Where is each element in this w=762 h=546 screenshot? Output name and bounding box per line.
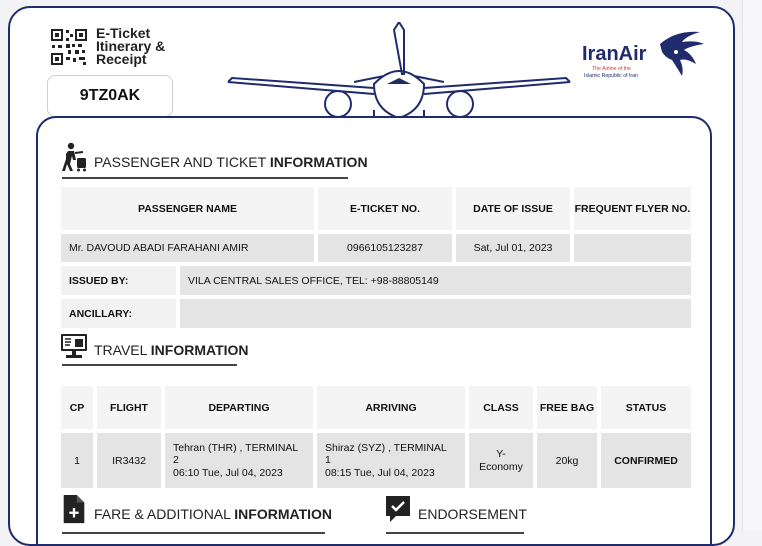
qr-code-icon: [50, 28, 88, 66]
header-free-bag: FREE BAG: [537, 386, 597, 429]
logo-tagline-2: Islamic Republic of Iran: [584, 73, 638, 79]
fare-section-title: FARE & ADDITIONAL INFORMATION: [94, 506, 333, 522]
title-line-2: Itinerary &: [96, 38, 166, 54]
travel-section-title: TRAVEL INFORMATION: [94, 342, 249, 358]
fare-section-underline: [62, 532, 325, 534]
passenger-section-title: PASSENGER AND TICKET INFORMATION: [94, 154, 368, 170]
passenger-name-value: Mr. DAVOUD ABADI FARAHANI AMIR: [61, 234, 314, 262]
title-line-3: Receipt: [96, 51, 147, 67]
header-flight: FLIGHT: [97, 386, 161, 429]
traveler-icon: [60, 142, 88, 172]
header-eticket-no: E-TICKET NO.: [318, 187, 452, 230]
endorsement-section-underline: [386, 532, 524, 534]
travel-section-header: [60, 330, 249, 360]
issued-by-value: VILA CENTRAL SALES OFFICE, TEL: +98-88805149: [180, 266, 691, 295]
issued-by-label: ISSUED BY:: [61, 266, 176, 295]
pnr-code: 9TZ0AK: [47, 75, 173, 117]
class-value: Y- Economy: [469, 433, 533, 488]
header-cp: CP: [61, 386, 93, 429]
header-frequent-flyer: FREQUENT FLYER NO.: [574, 187, 691, 230]
passenger-section-header: [60, 142, 368, 172]
scrollbar-track[interactable]: [742, 0, 762, 531]
monitor-icon: [60, 330, 88, 360]
flight-number-value: IR3432: [97, 433, 161, 488]
eticket-no-value: 0966105123287: [318, 234, 452, 262]
date-of-issue-value: Sat, Jul 01, 2023: [456, 234, 570, 262]
ticket-page: [8, 6, 735, 546]
ticket-title: [96, 27, 165, 66]
checkmark-chat-icon: [384, 494, 412, 524]
logo-brand-text: IranAir: [582, 43, 647, 65]
header-date-of-issue: DATE OF ISSUE: [456, 187, 570, 230]
document-add-icon: [60, 494, 88, 524]
title-line-1: E-Ticket: [96, 25, 151, 41]
header-arriving: ARRIVING: [317, 386, 465, 429]
header-class: CLASS: [469, 386, 533, 429]
passenger-section-underline: [62, 177, 348, 179]
free-bag-value: 20kg: [537, 433, 597, 488]
endorsement-section-title: ENDORSEMENT: [418, 506, 527, 522]
frequent-flyer-value: [574, 234, 691, 262]
header-passenger-name: PASSENGER NAME: [61, 187, 314, 230]
fare-section-header: [60, 494, 332, 524]
travel-section-underline: [62, 364, 237, 366]
status-value: CONFIRMED: [601, 433, 691, 488]
ancillary-value: [180, 299, 691, 328]
ticket-content-panel: [36, 116, 712, 546]
header-departing: DEPARTING: [165, 386, 313, 429]
logo-tagline-1: The Airline of the: [592, 66, 631, 72]
header-status: STATUS: [601, 386, 691, 429]
iranair-logo: [582, 28, 707, 86]
ancillary-label: ANCILLARY:: [61, 299, 176, 328]
flight-cp-value: 1: [61, 433, 93, 488]
arriving-value: Shiraz (SYZ) , TERMINAL 1 08:15 Tue, Jul 04, 2023: [317, 433, 465, 488]
endorsement-section-header: [384, 494, 527, 524]
departing-value: Tehran (THR) , TERMINAL 2 06:10 Tue, Jul 04, 2023: [165, 433, 313, 488]
